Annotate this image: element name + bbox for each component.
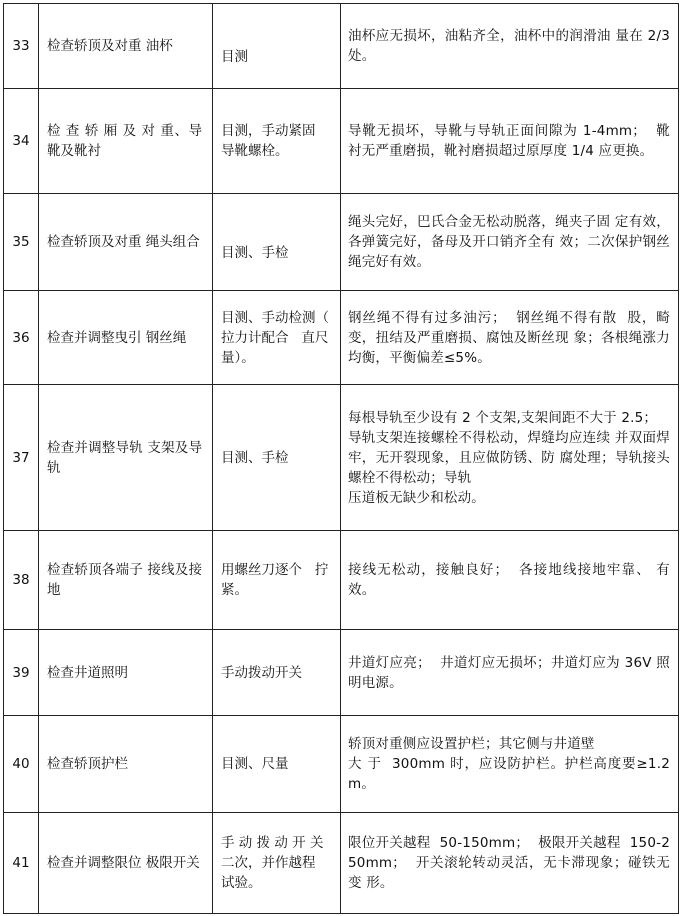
inspection-method: 手 动 拨 动 开 关 二次，并作越程 试验。 xyxy=(221,835,337,891)
inspection-method: 用螺丝刀逐个 拧紧。 xyxy=(221,562,329,598)
inspection-item: 检查井道照明 xyxy=(47,664,128,681)
inspection-method: 目测、手动检测（ 拉力计配合 直尺量）。 xyxy=(221,309,338,366)
maintenance-inspection-table xyxy=(3,3,679,914)
inspection-item: 检 查 轿 厢 及 对 重、导靴及靴衬 xyxy=(47,123,202,159)
table-row xyxy=(4,716,679,813)
inspection-item: 检查轿顶护栏 xyxy=(47,756,128,772)
row-number: 40 xyxy=(4,716,39,813)
inspection-requirement: 绳头完好，巴氏合金无松动脱落，绳夹子固 定有效，各弹簧完好，备母及开口销齐全有 效；二次保护钢丝绳完好有效。 xyxy=(348,214,670,270)
row-number: 33 xyxy=(4,4,39,89)
inspection-item: 检查并调整曳引 钢丝绳 xyxy=(47,329,187,346)
inspection-requirement: 接线无松动，接触良好； 各接地线接地牢靠、 有效。 xyxy=(348,562,670,598)
inspection-method: 目测、手检 xyxy=(221,449,289,466)
table-row xyxy=(4,813,679,914)
table-row xyxy=(4,291,679,385)
inspection-method: 目测、尺量 xyxy=(221,756,289,772)
row-number: 35 xyxy=(4,194,39,291)
inspection-requirement: 限位开关越程 50-150mm； 极限开关越程 150-250mm； 开关滚轮转动灵活，无卡滞现象；碰铁无变 形。 xyxy=(348,835,670,891)
inspection-item: 检查并调整导轨 支架及导轨 xyxy=(47,439,202,476)
inspection-method: 目测 xyxy=(221,49,248,65)
inspection-item: 检查并调整限位 极限开关 xyxy=(47,855,200,871)
inspection-method: 目测、手检 xyxy=(221,245,289,261)
table-row xyxy=(4,630,679,716)
row-number: 34 xyxy=(4,89,39,194)
inspection-requirement: 钢丝绳不得有过多油污； 钢丝绳不得有散 股，畸变，扭结及严重磨损、腐蚀及断丝现 象；各根绳涨力均衡，平衡偏差≤5%。 xyxy=(348,309,670,366)
inspection-item: 检查轿顶各端子 接线及接地 xyxy=(47,562,202,598)
inspection-method: 目测，手动紧固 导靴螺栓。 xyxy=(221,123,320,159)
row-number: 37 xyxy=(4,385,39,531)
inspection-item: 检查轿顶及对重 绳头组合 xyxy=(47,234,200,250)
table-row xyxy=(4,385,679,531)
row-number: 39 xyxy=(4,630,39,716)
table-row xyxy=(4,531,679,630)
table-row xyxy=(4,194,679,291)
row-number: 36 xyxy=(4,291,39,385)
row-number: 41 xyxy=(4,813,39,914)
inspection-method: 手动拨动开关 xyxy=(221,664,302,681)
inspection-requirement: 导靴无损坏，导靴与导轨正面间隙为 1-4mm； 靴衬无严重磨损，靴衬磨损超过原厚度 1/4 应更换。 xyxy=(348,123,670,159)
table-row xyxy=(4,4,679,89)
inspection-requirement: 轿顶对重侧应设置护栏；其它侧与井道壁 大 于 300mm 时，应设防护栏。护栏高度要≥1.2m。 xyxy=(348,736,670,792)
table-row xyxy=(4,89,679,194)
row-number: 38 xyxy=(4,531,39,630)
inspection-requirement: 油杯应无损坏，油粘齐全，油杯中的润滑油 量在 2/3 处。 xyxy=(348,28,675,64)
inspection-requirement: 井道灯应亮； 井道灯应无损坏；井道灯应为 36V 照明电源。 xyxy=(348,654,670,691)
inspection-item: 检查轿顶及对重 油杯 xyxy=(47,38,173,54)
inspection-requirement: 每根导轨至少设有 2 个支架,支架间距不大于 2.5； 导轨支架连接螺栓不得松动，焊缝均应连续 并双面焊牢，无开裂现象，且应做防锈、防 腐处理；导轨接头螺栓不得松动；导轨 压道板无缺少和松动。 xyxy=(348,409,670,506)
